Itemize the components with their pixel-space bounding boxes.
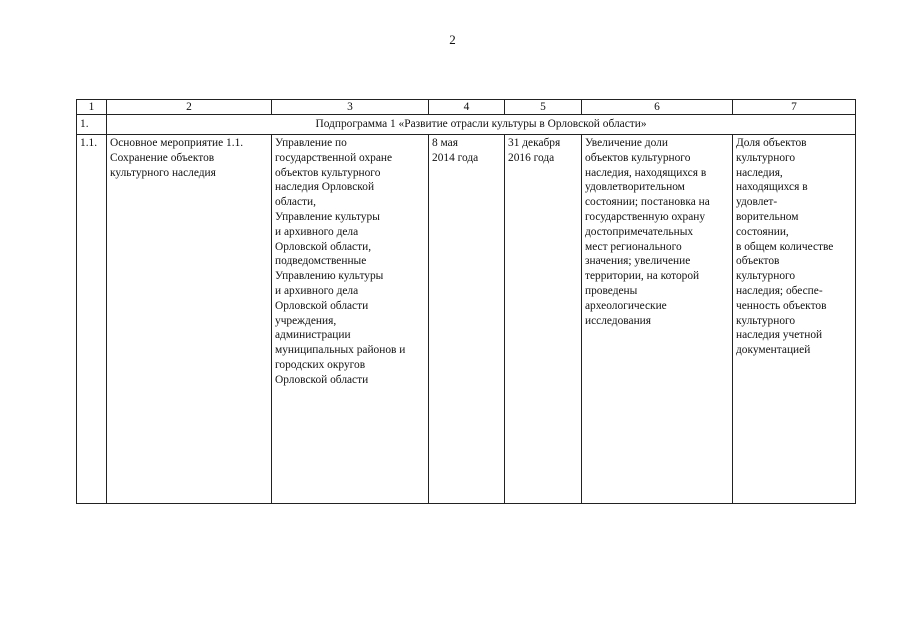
start-date-cell: 8 мая 2014 года — [429, 135, 505, 504]
header-cell-7: 7 — [733, 100, 856, 115]
header-cell-6: 6 — [582, 100, 733, 115]
header-row — [77, 100, 856, 115]
row-number: 1.1. — [77, 135, 107, 504]
header-cell-5: 5 — [505, 100, 582, 115]
end-date-cell: 31 декабря 2016 года — [505, 135, 582, 504]
table-row — [77, 135, 856, 504]
header-cell-3: 3 — [272, 100, 429, 115]
header-cell-2: 2 — [107, 100, 272, 115]
page-number: 2 — [449, 32, 456, 47]
section-title: Подпрограмма 1 «Развитие отрасли культуры в Орловской области» — [107, 115, 856, 135]
section-row — [77, 115, 856, 135]
header-cell-1: 1 — [77, 100, 107, 115]
program-table — [76, 99, 856, 504]
header-cell-4: 4 — [429, 100, 505, 115]
result-cell: Увеличение доли объектов культурного наследия, находящихся в удовлетворительном состоянии; постановка на государственную охрану достопримечательных мест регионального значения; увеличение территории, на которой проведены археологические исследования — [582, 135, 733, 504]
executor-cell: Управление по государственной охране объектов культурного наследия Орловской области, Управление культуры и архивного дела Орловской области, подведомственные Управлению культуры и архивного дела Орловской области учреждения, администрации муниципальных районов и городских округов Орловской области — [272, 135, 429, 504]
activity-cell: Основное мероприятие 1.1. Сохранение объектов культурного наследия — [107, 135, 272, 504]
section-number: 1. — [77, 115, 107, 135]
indicator-cell: Доля объектов культурного наследия, находящихся в удовлет- ворительном состоянии, в общем количестве объектов культурного наследия; обеспе- ченность объектов культурного наследия учетной документацией — [733, 135, 856, 504]
